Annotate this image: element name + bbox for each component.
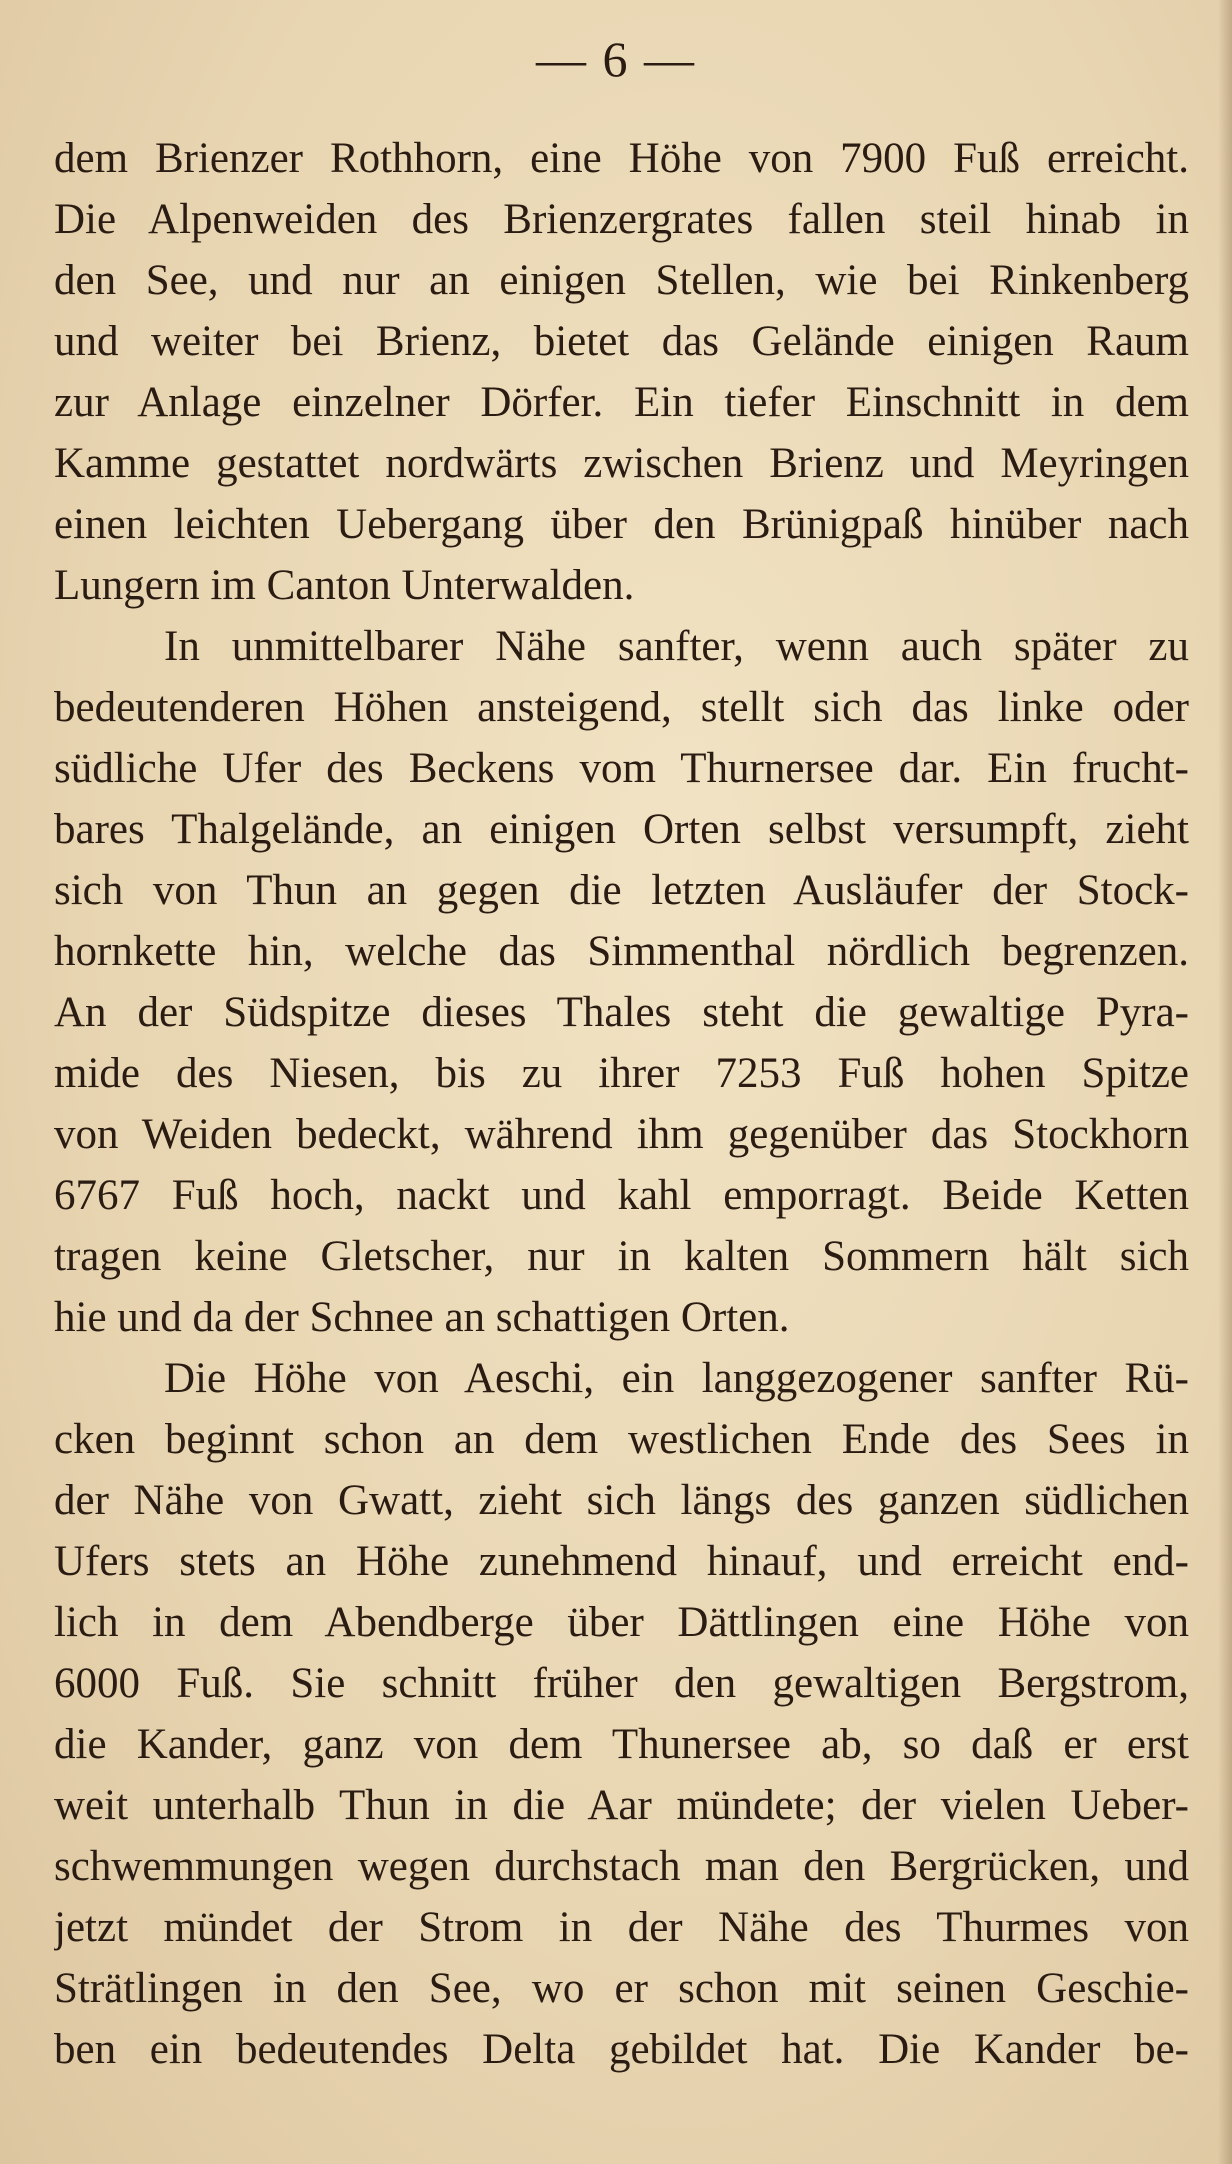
- text-line: bedeutenderen Höhen ansteigend, stellt sich das linke oder: [54, 684, 1189, 731]
- text-line: lich in dem Abendberge über Dättlingen eine Höhe von: [54, 1599, 1189, 1646]
- text-line: südliche Ufer des Beckens vom Thurnersee dar. Ein frucht-: [54, 745, 1189, 792]
- text-line: Lungern im Canton Unterwalden.: [54, 562, 635, 609]
- text-line: An der Südspitze dieses Thales steht die gewaltige Pyra-: [54, 989, 1189, 1036]
- text-line: hornkette hin, welche das Simmenthal nördlich begrenzen.: [54, 928, 1189, 975]
- text-line: hie und da der Schnee an schattigen Orten.: [54, 1294, 790, 1341]
- text-line: einen leichten Uebergang über den Brünigpaß hinüber nach: [54, 501, 1189, 548]
- text-line: Die Alpenweiden des Brienzergrates fallen steil hinab in: [54, 196, 1189, 243]
- text-line: Kamme gestattet nordwärts zwischen Brienz und Meyringen: [54, 440, 1189, 487]
- paragraph-1: [54, 128, 1189, 616]
- text-line: Strätlingen in den See, wo er schon mit seinen Geschie-: [54, 1965, 1189, 2012]
- text-line: Ufers stets an Höhe zunehmend hinauf, und erreicht end-: [54, 1538, 1189, 1585]
- text-line: Die Höhe von Aeschi, ein langgezogener sanfter Rü-: [164, 1355, 1189, 1402]
- page-body: [54, 128, 1189, 2080]
- text-line: der Nähe von Gwatt, zieht sich längs des ganzen südlichen: [54, 1477, 1189, 1524]
- text-line: tragen keine Gletscher, nur in kalten Sommern hält sich: [54, 1233, 1189, 1280]
- text-line: bares Thalgelände, an einigen Orten selbst versumpft, zieht: [54, 806, 1189, 853]
- paragraph-3: [54, 1348, 1189, 2080]
- text-line: sich von Thun an gegen die letzten Ausläufer der Stock-: [54, 867, 1189, 914]
- paragraph-2: [54, 616, 1189, 1348]
- text-line: cken beginnt schon an dem westlichen Ende des Sees in: [54, 1416, 1189, 1463]
- text-line: die Kander, ganz von dem Thunersee ab, so daß er erst: [54, 1721, 1189, 1768]
- text-line: schwemmungen wegen durchstach man den Bergrücken, und: [54, 1843, 1189, 1890]
- text-line: jetzt mündet der Strom in der Nähe des Thurmes von: [54, 1904, 1189, 1951]
- text-line: dem Brienzer Rothhorn, eine Höhe von 7900 Fuß erreicht.: [54, 135, 1189, 182]
- text-line: und weiter bei Brienz, bietet das Gelände einigen Raum: [54, 318, 1189, 365]
- page-number: — 6 —: [536, 31, 696, 87]
- text-line: zur Anlage einzelner Dörfer. Ein tiefer Einschnitt in dem: [54, 379, 1189, 426]
- page-edge-shadow: [1218, 0, 1232, 2164]
- text-line: ben ein bedeutendes Delta gebildet hat. Die Kander be-: [54, 2026, 1189, 2073]
- text-line: 6000 Fuß. Sie schnitt früher den gewaltigen Bergstrom,: [54, 1660, 1189, 1707]
- text-line: den See, und nur an einigen Stellen, wie bei Rinkenberg: [54, 257, 1189, 304]
- text-line: von Weiden bedeckt, während ihm gegenüber das Stockhorn: [54, 1111, 1189, 1158]
- text-line: weit unterhalb Thun in die Aar mündete; der vielen Ueber-: [54, 1782, 1189, 1829]
- text-line: In unmittelbarer Nähe sanfter, wenn auch später zu: [164, 623, 1189, 670]
- text-line: 6767 Fuß hoch, nackt und kahl emporragt. Beide Ketten: [54, 1172, 1189, 1219]
- text-line: mide des Niesen, bis zu ihrer 7253 Fuß hohen Spitze: [54, 1050, 1189, 1097]
